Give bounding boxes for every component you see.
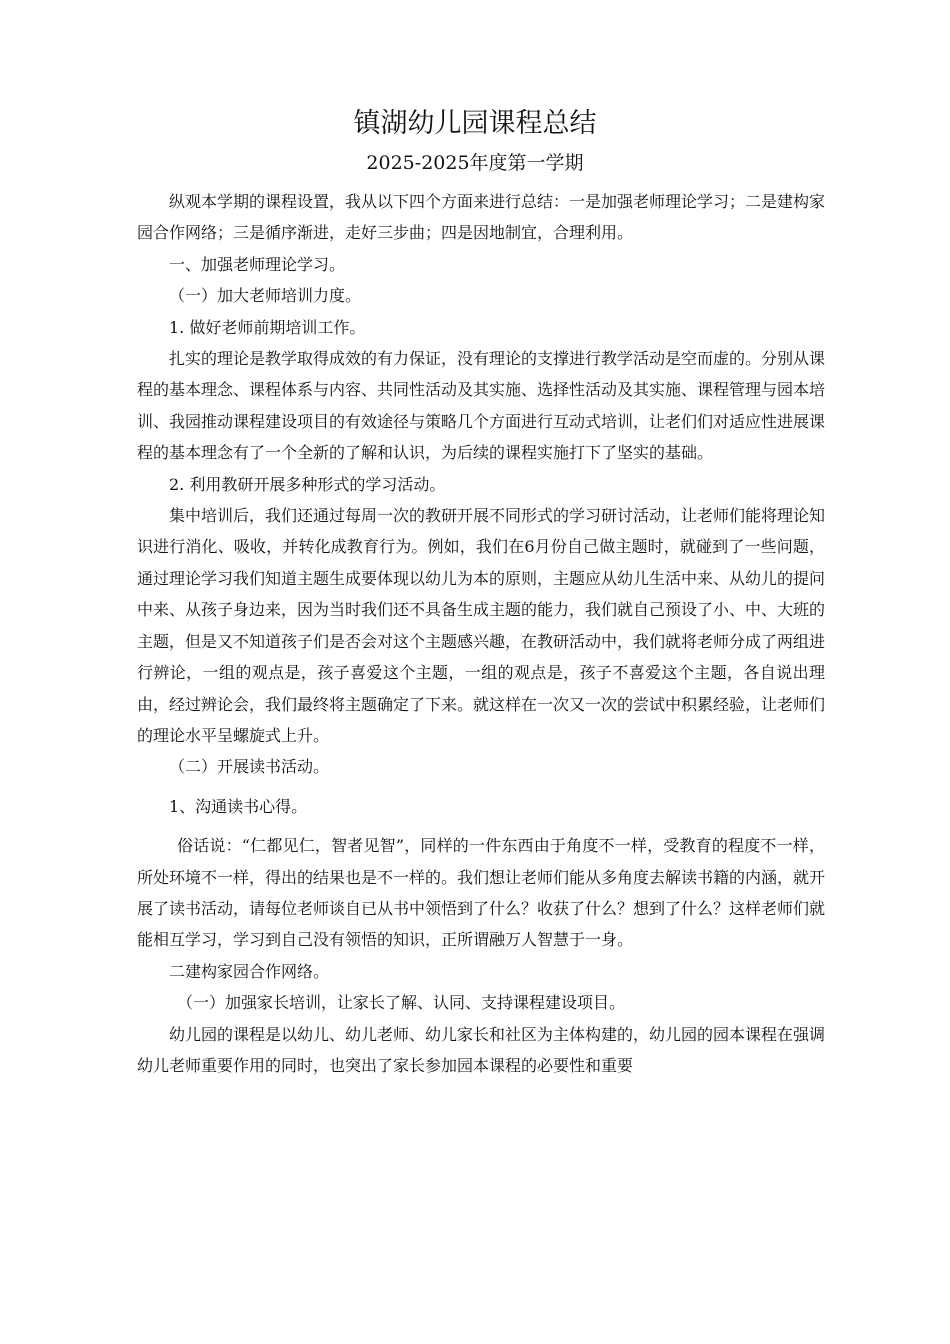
- paragraph-research: 集中培训后，我们还通过每周一次的教研开展不同形式的学习研讨活动，让老师们能将理论知识进行消化、吸收，并转化成教育行为。例如，我们在6月份自己做主题时，就碰到了一些问题，通过理论学习我们知道主题生成要体现以幼儿为本的原则，主题应从幼儿生活中来、从幼儿的提问中来、从孩子身边来，因为当时我们还不具备生成主题的能力，我们就自己预设了小、中、大班的主题，但是又不知道孩子们是否会对这个主题感兴趣，在教研活动中，我们就将老师分成了两组进行辨论，一组的观点是，孩子喜爱这个主题，一组的观点是，孩子不喜爱这个主题，各自说出理由，经过辨论会，我们最终将主题确定了下来。就这样在一次又一次的尝试中积累经验，让老师们的理论水平呈螺旋式上升。: [137, 506, 826, 745]
- section-heading-2: 二建构家园合作网络。: [169, 961, 330, 981]
- section-heading-1: 一、加强老师理论学习。: [169, 254, 346, 274]
- paragraph-reading: 俗话说：“仁都见仁，智者见智”，同样的一件东西由于角度不一样，受教育的程度不一样，所处环境不一样，得出的结果也是不一样的。我们想让老师们能从多角度去解读书籍的内涵，就开展了读书活动，请每位老师谈自已从书中领悟到了什么？收获了什么？想到了什么？这样老师们就能相互学习，学习到自己没有领悟的知识，正所谓融万人智慧于一身。: [137, 836, 826, 950]
- document-title: 镇湖幼儿园课程总结: [353, 108, 597, 139]
- paragraph-theory: 扎实的理论是教学取得成效的有力保证，没有理论的支撑进行教学活动是空而虚的。分别从课程的基本理念、课程体系与内容、共同性活动及其实施、选择性活动及其实施、课程管理与园本培训、我园推动课程建设项目的有效途径与策略几个方面进行互动式培训，让老们们对适应性进展课程的基本理念有了一个全新的了解和认识，为后续的课程实施打下了坚实的基础。: [137, 349, 826, 463]
- subsection-heading-2-1: （一）加强家长培训，让家长了解、认同、支持课程建设项目。: [177, 993, 626, 1013]
- item-heading-1: 1. 做好老师前期培训工作。: [169, 317, 366, 337]
- document-subtitle: 2025-2025年度第一学期: [366, 152, 584, 174]
- item-heading-2: 2. 利用教研开展多种形式的学习活动。: [169, 474, 446, 494]
- paragraph-kindergarten: 幼儿园的课程是以幼儿、幼儿老师、幼儿家长和社区为主体构建的，幼儿园的园本课程在强调幼儿老师重要作用的同时，也突出了家长参加园本课程的必要性和重要: [137, 1024, 826, 1075]
- subsection-heading-1-1: （一）加大老师培训力度。: [169, 286, 362, 306]
- paragraph-intro: 纵观本学期的课程设置，我从以下四个方面来进行总结：一是加强老师理论学习；二是建构家园合作网络；三是循序渐进，走好三步曲；四是因地制宜，合理利用。: [137, 192, 826, 243]
- subsection-heading-1-2: （二）开展读书活动。: [169, 757, 330, 777]
- document-body: [137, 186, 825, 1081]
- item-heading-reading: 1、沟通读书心得。: [169, 796, 308, 816]
